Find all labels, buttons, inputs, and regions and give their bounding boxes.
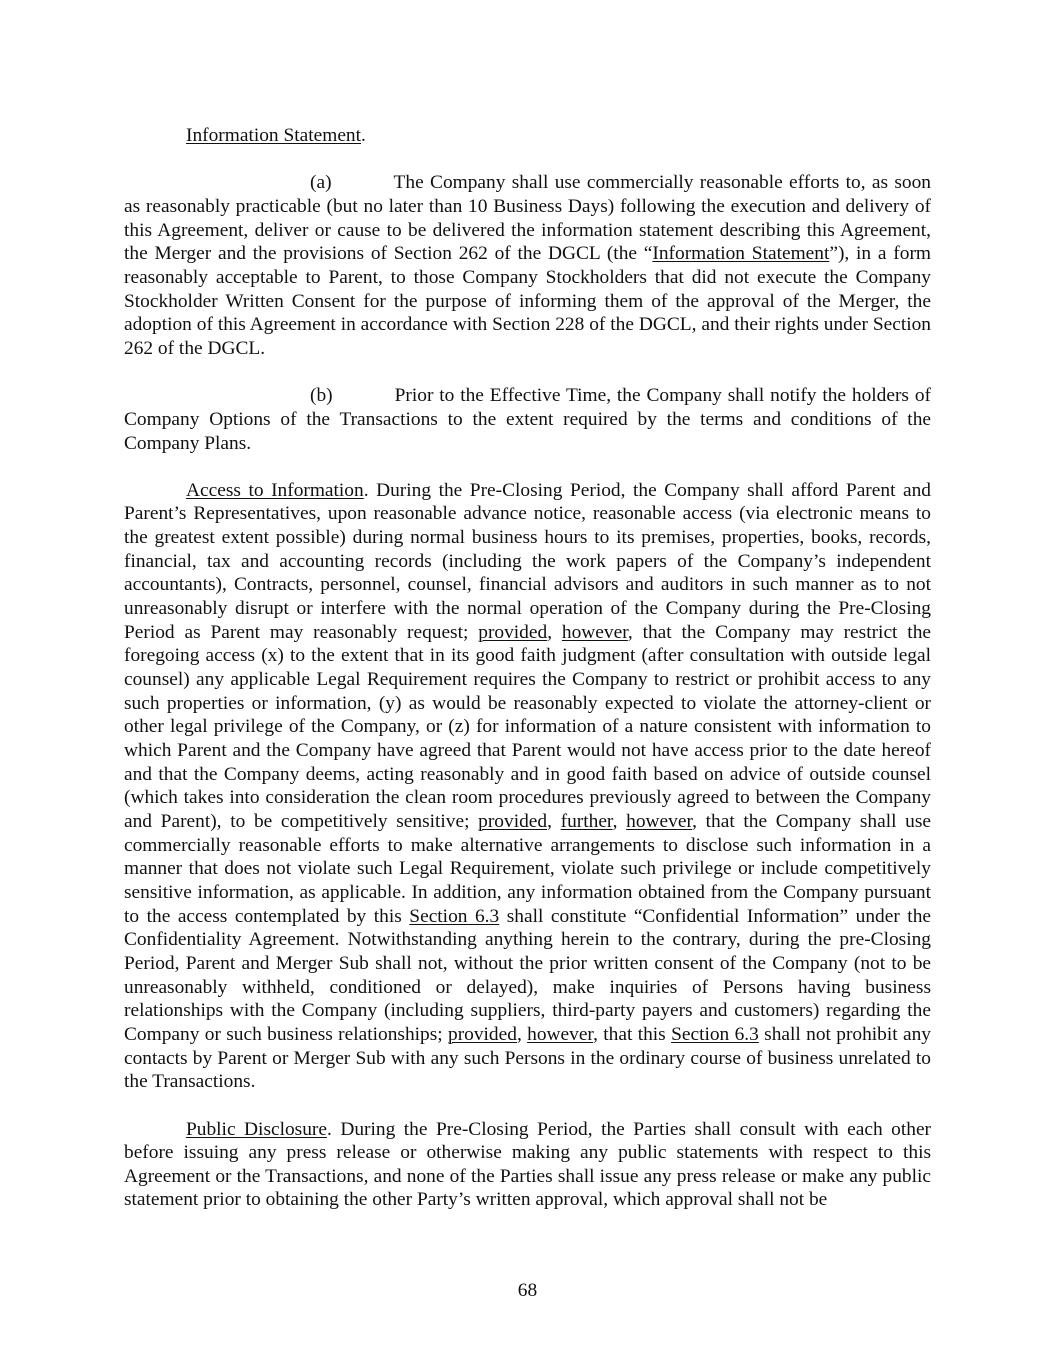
document-page bbox=[124, 124, 931, 1212]
section-public-disclosure: Public Disclosure. During the Pre-Closing Period, the Parties shall consult with each other before issuing any press release or otherwise making any public statements with respect to this Agreement or the Transactions, and none of the Parties shall issue any press release or make any public statement prior to obtaining the other Party’s written approval, which approval shall not be bbox=[124, 1118, 932, 1211]
heading-title: Access to Information bbox=[186, 479, 364, 501]
section-heading-information-statement: Information Statement. bbox=[186, 125, 366, 146]
section-reference: Section 6.3 bbox=[671, 1023, 759, 1045]
clause-label: (b) bbox=[310, 385, 333, 407]
clause-label: (a) bbox=[310, 172, 332, 194]
page-number: 68 bbox=[517, 1280, 538, 1301]
section-reference: Section 6.3 bbox=[409, 905, 500, 927]
clause-a: (a) The Company shall use commercially reasonable efforts to, as soon as reasonably practicable (but no later than 10 Business Days) following the execution and delivery of this Agreement, deliver or cause to be delivered the information statement describing this Agreement, the Merger and the provisions of Section 262 of the DGCL (the “Information Statement”), in a form reasonably acceptable to Parent, to those Company Stockholders that did not execute the Company Stockholder Written Consent for the purpose of informing them of the approval of the Merger, the adoption of this Agreement in accordance with Section 228 of the DGCL, and their rights under Section 262 of the DGCL. bbox=[124, 172, 931, 359]
heading-title: Public Disclosure bbox=[186, 1118, 327, 1140]
defined-term: Information Statement bbox=[652, 243, 830, 265]
section-access-to-information: Access to Information. During the Pre-Closing Period, the Company shall afford Parent and Parent’s Representatives, upon reasonable advance notice, reasonable access (via electronic means to the greatest extent possible) during normal business hours to its premises, properties, books, records, financial, tax and accounting records (including the work papers of the Company’s independent accountants), Contracts, personnel, counsel, financial advisors and auditors in such manner as to not unreasonably disrupt or interfere with the normal operation of the Company during the Pre-Closing Period as Parent may reasonably request; provided, however, that the Company may restrict the foregoing access (x) to the extent that in its good faith judgment (after consultation with outside legal counsel) any applicable Legal Requirement requires the Company to restrict or prohibit access to any such properties or information, (y) as would be reasonably expected to violate the attorney-client or other legal privilege of the Company, or (z) for information of a nature consistent with information to which Parent and the Company have agreed that Parent would not have access prior to the date hereof and that the Company deems, acting reasonably and in good faith based on advice of outside counsel (which takes into consideration the clean room procedures previously agreed to between the Company and Parent), to be competitively sensitive; provided, further, however, that the Company shall use commercially reasonable efforts to make alternative arrangements to disclose such information in a manner that does not violate such Legal Requirement, violate such privilege or include competitively sensitive information, as applicable. In addition, any information obtained from the Company pursuant to the access contemplated by this Section 6.3 shall constitute “Confidential Information” under the Confidentiality Agreement. Notwithstanding anything herein to the contrary, during the pre-Closing Period, Parent and Merger Sub shall not, without the prior written consent of the Company (not to be unreasonably withheld, conditioned or delayed), make inquiries of Persons having business relationships with the Company (including suppliers, third-party payers and customers) regarding the Company or such business relationships; provided, however, that this Section 6.3 shall not prohibit any contacts by Parent or Merger Sub with any such Persons in the ordinary course of business unrelated to the Transactions. bbox=[124, 479, 931, 1093]
heading-title: Information Statement bbox=[186, 125, 362, 146]
clause-b: (b) Prior to the Effective Time, the Company shall notify the holders of Company Options of the Transactions to the extent required by the terms and conditions of the Company Plans. bbox=[124, 385, 931, 454]
